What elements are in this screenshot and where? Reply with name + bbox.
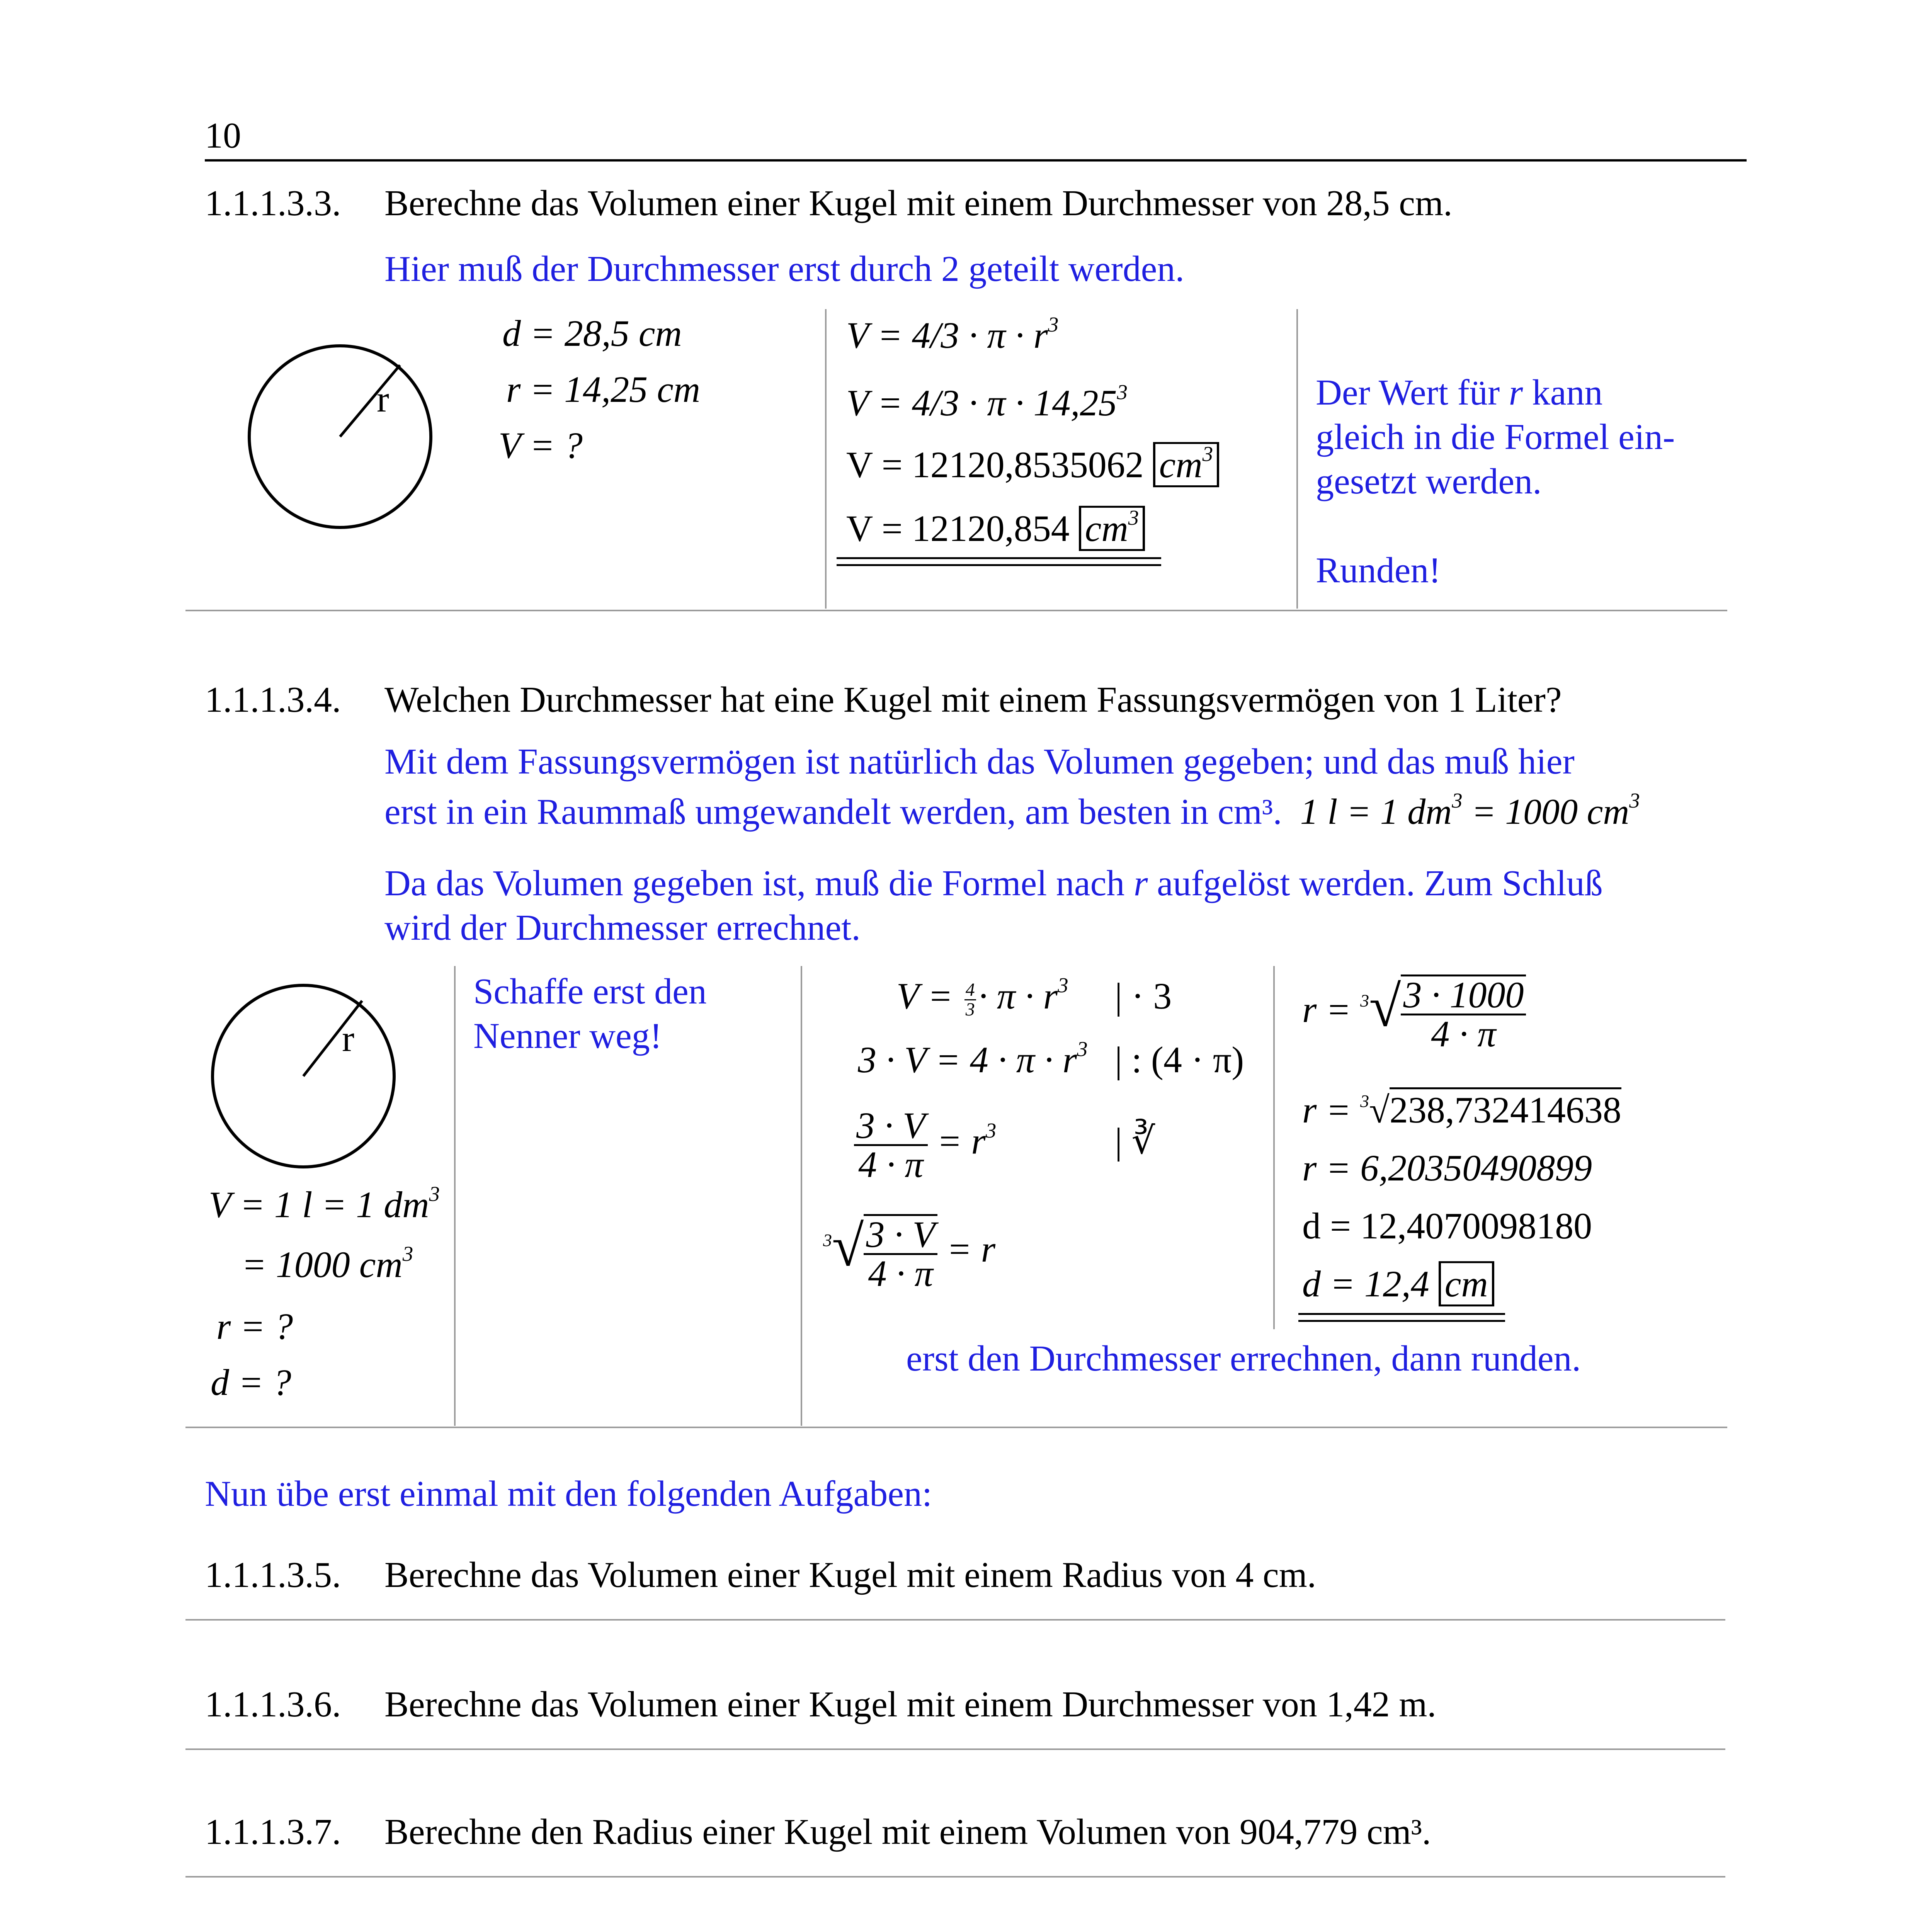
exercise-hint: Mit dem Fassungsvermögen ist natürlich das Volumen gegeben; und das muß hier bbox=[384, 742, 1575, 782]
result-step: r = $^3$√ $\frac{3 \cdot 1000}{4 \cdot \pi}$ bbox=[1302, 974, 1526, 1053]
given-diameter: d = ? bbox=[211, 1362, 291, 1403]
unit-bracket: $cm^3$ bbox=[1153, 442, 1219, 487]
section-divider bbox=[185, 610, 1727, 611]
practice-intro: Nun übe erst einmal mit den folgenden Aufgaben: bbox=[205, 1474, 932, 1514]
transform-operation: | · 3 bbox=[1115, 975, 1172, 1017]
formula-text: V = 4/3 · π · 14,25 bbox=[846, 382, 1117, 423]
given-volume-cm: = 1000 $cm^3$ bbox=[242, 1242, 413, 1285]
tip-line: Schaffe erst den bbox=[473, 971, 707, 1012]
exercise-divider bbox=[185, 1748, 1725, 1750]
exercise-number: 1.1.1.3.5. bbox=[205, 1555, 341, 1595]
unit-bracket bbox=[1439, 1261, 1494, 1306]
exercise-divider bbox=[185, 1876, 1725, 1878]
note-line: gesetzt werden. bbox=[1316, 461, 1542, 502]
note-line: gleich in die Formel ein- bbox=[1316, 417, 1675, 457]
hint-text: erst in ein Raummaß umgewandelt werden, am besten in cm³. bbox=[384, 792, 1282, 832]
column-divider bbox=[454, 966, 456, 1426]
formula-final-result bbox=[846, 506, 1145, 549]
result-value: V = 12120,854 bbox=[846, 508, 1070, 549]
exercise-question: Berechne den Radius einer Kugel mit einem Volumen von 904,779 cm³. bbox=[384, 1812, 1431, 1852]
exercise-number: 1.1.1.3.3. bbox=[205, 183, 341, 223]
transform-operation: | ∛ bbox=[1115, 1120, 1155, 1162]
unit-text: cm bbox=[1159, 444, 1203, 485]
formula-result bbox=[846, 442, 1219, 485]
header-rule bbox=[205, 159, 1747, 162]
exercise-number: 1.1.1.3.4. bbox=[205, 680, 341, 720]
result-step: r = 6,20350490899 bbox=[1302, 1147, 1592, 1189]
given-radius: r = 14,25 cm bbox=[506, 369, 701, 410]
result-underline bbox=[1298, 1320, 1505, 1322]
section-divider bbox=[185, 1427, 1727, 1428]
transform-step: $3 \cdot V = 4 \cdot \pi \cdot r^3$ bbox=[858, 1037, 1088, 1080]
result-note: erst den Durchmesser errechnen, dann runden. bbox=[906, 1338, 1581, 1379]
radius-label: r bbox=[377, 378, 389, 420]
result-underline bbox=[837, 564, 1161, 566]
unit-bracket: $cm^3$ bbox=[1079, 506, 1145, 551]
exercise-hint: wird der Durchmesser errechnet. bbox=[384, 908, 861, 948]
transform-step: V = $\frac{4}{3}$ · $\pi \cdot r^3$ bbox=[896, 973, 1068, 1020]
given-volume: V = ? bbox=[498, 425, 583, 466]
unit-text: cm bbox=[1444, 1263, 1488, 1304]
result-value: d = 12,4 bbox=[1302, 1263, 1429, 1304]
exercise-question: Welchen Durchmesser hat eine Kugel mit einem Fassungsvermögen von 1 Liter? bbox=[384, 680, 1562, 720]
transform-step: $\frac{3 \cdot V}{4 \cdot \pi}$ = $r^3$ bbox=[854, 1107, 996, 1183]
column-divider bbox=[825, 309, 827, 609]
exercise-question: Berechne das Volumen einer Kugel mit einem Durchmesser von 1,42 m. bbox=[384, 1684, 1436, 1725]
formula-text: V = 4/3 · π · r bbox=[846, 315, 1048, 356]
page-number: 10 bbox=[205, 116, 241, 156]
transform-operation: | : (4 · π) bbox=[1115, 1039, 1244, 1080]
radius-label: r bbox=[342, 1018, 354, 1059]
exercise-question: Berechne das Volumen einer Kugel mit einem Radius von 4 cm. bbox=[384, 1555, 1317, 1595]
unit-conversion: 1 l = 1 $dm^3 = 1000$ $cm^3$ bbox=[1300, 789, 1640, 832]
exercise-hint bbox=[384, 790, 1640, 834]
sphere-diagram bbox=[247, 344, 433, 529]
exercise-number: 1.1.1.3.6. bbox=[205, 1684, 341, 1725]
result-step: d = 12,4070098180 bbox=[1302, 1205, 1592, 1247]
unit-text: cm bbox=[1085, 508, 1128, 549]
given-diameter: d = 28,5 cm bbox=[502, 313, 682, 354]
formula-step: $V = 4/3 \cdot \pi \cdot r^3$ bbox=[846, 313, 1059, 356]
note-line: Runden! bbox=[1316, 550, 1441, 590]
sphere-diagram bbox=[211, 983, 396, 1169]
result-value: V = 12120,8535062 bbox=[846, 444, 1144, 485]
column-divider bbox=[801, 966, 802, 1426]
given-radius: r = ? bbox=[216, 1306, 293, 1347]
root-value: 238,732414638 bbox=[1390, 1087, 1621, 1131]
final-result bbox=[1302, 1265, 1494, 1303]
given-volume: V = 1 l = 1 $dm^3$ bbox=[209, 1182, 440, 1225]
exercise-number: 1.1.1.3.7. bbox=[205, 1812, 341, 1852]
exercise-hint: Hier muß der Durchmesser erst durch 2 geteilt werden. bbox=[384, 249, 1184, 289]
exercise-hint: Da das Volumen gegeben ist, muß die Formel nach r aufgelöst werden. Zum Schluß bbox=[384, 863, 1603, 903]
formula-step: $V = 4/3 \cdot \pi \cdot 14,25^3$ bbox=[846, 380, 1128, 423]
column-divider bbox=[1273, 966, 1275, 1329]
tip-line: Nenner weg! bbox=[473, 1016, 662, 1056]
note-line: Der Wert für r kann bbox=[1316, 372, 1603, 413]
exercise-divider bbox=[185, 1619, 1725, 1621]
column-divider bbox=[1296, 309, 1298, 609]
exercise-question: Berechne das Volumen einer Kugel mit einem Durchmesser von 28,5 cm. bbox=[384, 183, 1453, 223]
result-underline bbox=[1298, 1313, 1505, 1315]
result-underline bbox=[837, 557, 1161, 559]
transform-step: $^3$√ $\frac{3 \cdot V}{4 \cdot \pi}$ = r bbox=[823, 1213, 996, 1294]
result-step: r = $^3$√238,732414638 bbox=[1302, 1092, 1621, 1129]
